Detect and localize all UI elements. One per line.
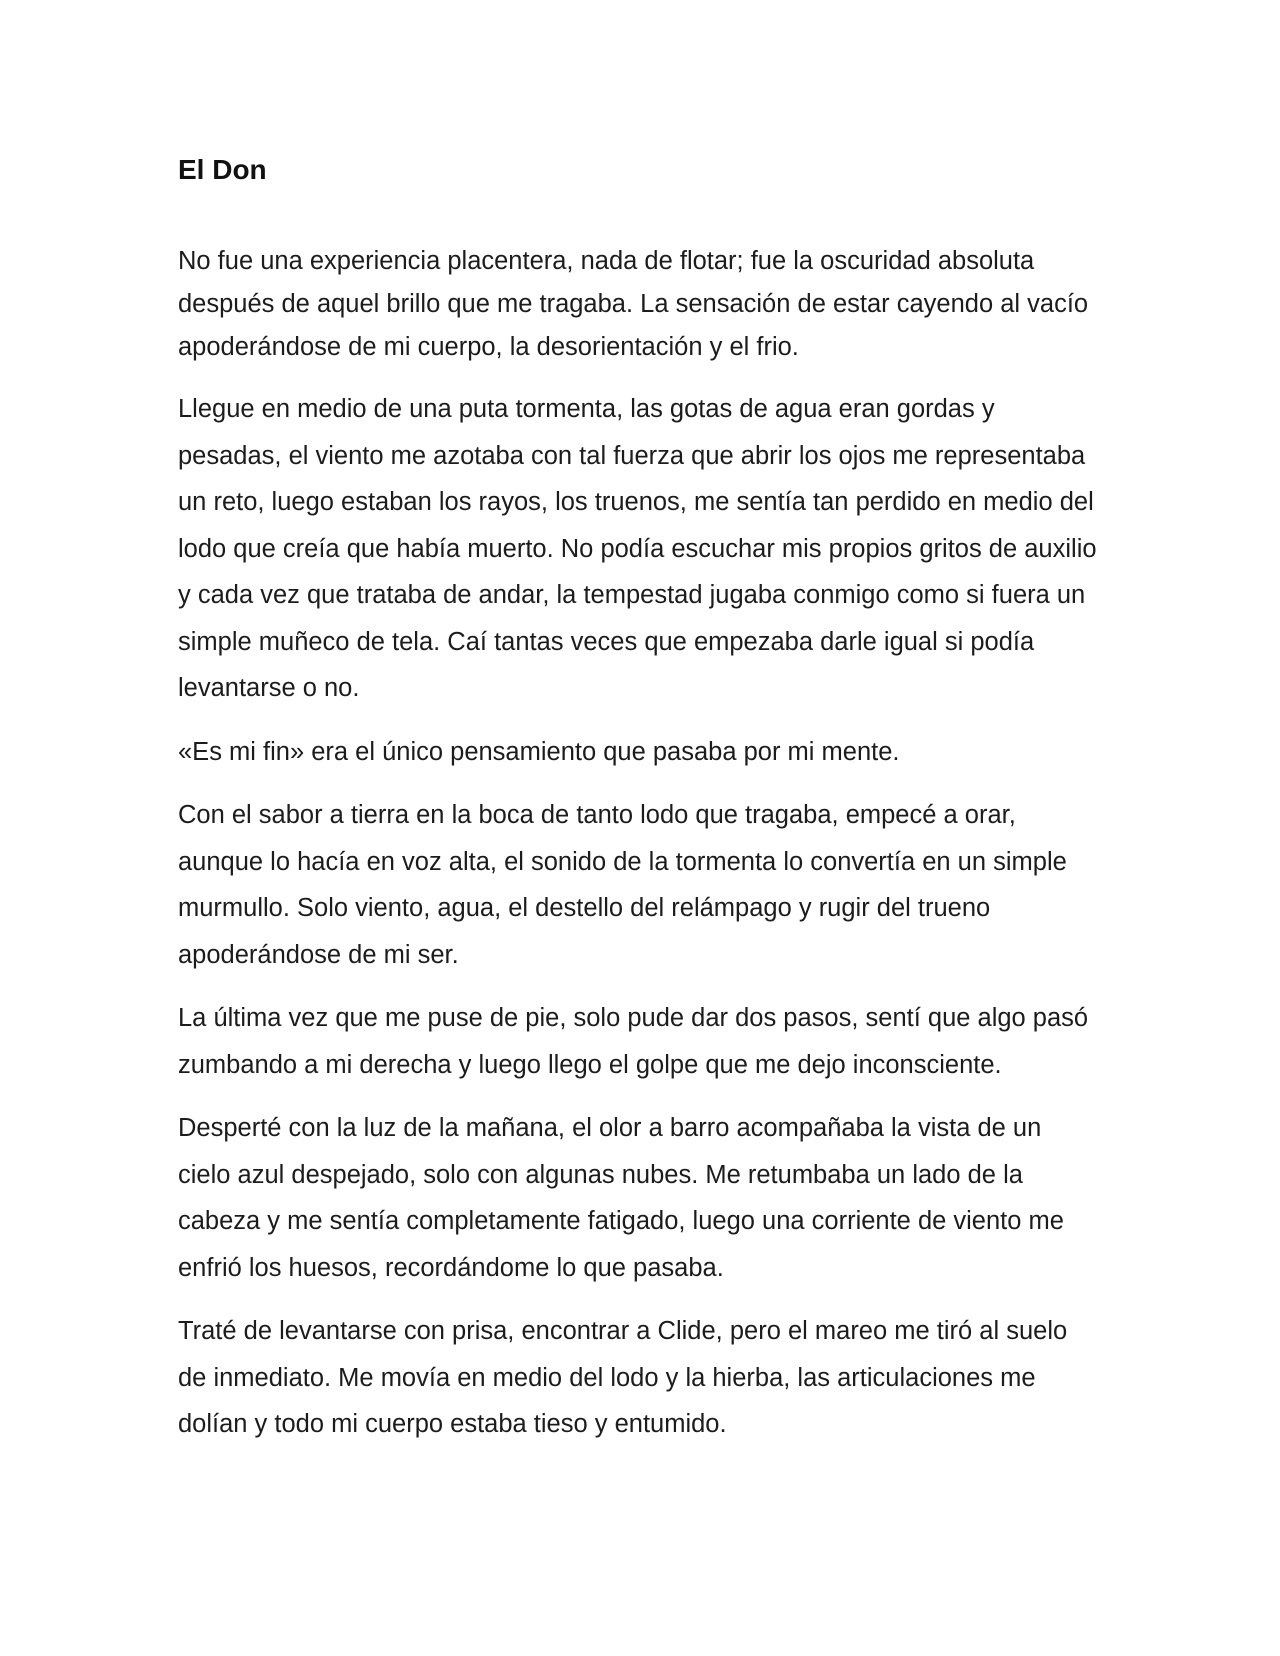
paragraph-4: Con el sabor a tierra en la boca de tanto lodo que tragaba, empecé a orar, aunque lo hacía en voz alta, el sonido de la tormenta lo convertía en un simple murmullo. Solo viento, agua, el destello del relámpago y rugir del trueno apoderándose de mi ser.: [178, 801, 1067, 969]
paragraph-1: No fue una experiencia placentera, nada de flotar; fue la oscuridad absoluta después de aquel brillo que me tragaba. La sensación de estar cayendo al vacío apoderándose de mi cuerpo, la desorientación y el frio.: [178, 247, 1089, 361]
paragraph-3: «Es mi fin» era el único pensamiento que pasaba por mi mente.: [178, 737, 900, 766]
paragraph-7: Traté de levantarse con prisa, encontrar a Clide, pero el mareo me tiró al suelo de inmediato. Me movía en medio del lodo y la hierba, las articulaciones me dolían y todo mi cuerpo estaba tieso y entumido.: [178, 1317, 1068, 1438]
paragraph-2: Llegue en medio de una puta tormenta, las gotas de agua eran gordas y pesadas, el viento me azotaba con tal fuerza que abrir los ojos me representaba un reto, luego estaban los rayos, los truenos, me sentía tan perdido en medio del lodo que creía que había muerto. No podía escuchar mis propios gritos de auxilio y cada vez que trataba de andar, la tempestad jugaba conmigo como si fuera un simple muñeco de tela. Caí tantas veces que empezaba darle igual si podía levantarse o no.: [178, 395, 1097, 702]
paragraph-6: Desperté con la luz de la mañana, el olor a barro acompañaba la vista de un cielo azul despejado, solo con algunas nubes. Me retumbaba un lado de la cabeza y me sentía completamente fatigado, luego una corriente de viento me enfrió los huesos, recordándome lo que pasaba.: [178, 1114, 1064, 1282]
document-title: El Don: [178, 154, 267, 185]
document-body: [178, 240, 1098, 1465]
paragraph-5: La última vez que me puse de pie, solo pude dar dos pasos, sentí que algo pasó zumbando a mi derecha y luego llego el golpe que me dejo inconsciente.: [178, 1004, 1089, 1079]
